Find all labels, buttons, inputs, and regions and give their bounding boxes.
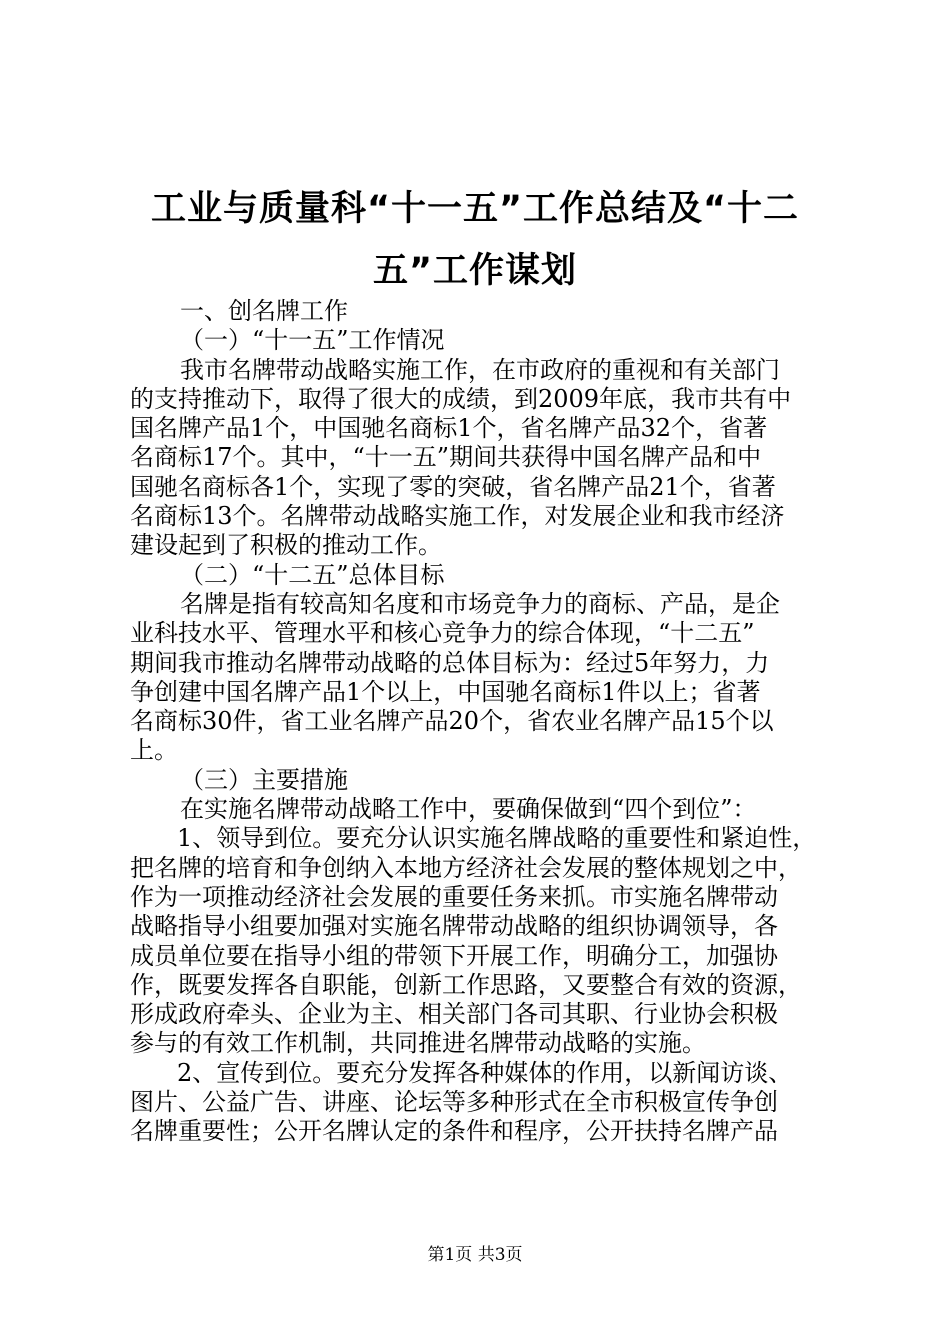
paragraph-line: 国驰名商标各1个，实现了零的突破，省名牌产品21个，省著 xyxy=(130,472,776,501)
paragraph-line: 名牌重要性；公开名牌认定的条件和程序，公开扶持名牌产品 xyxy=(130,1117,778,1146)
subsection-heading: （二）“十二五”总体目标 xyxy=(180,560,445,589)
subsection-heading: （一）“十一五”工作情况 xyxy=(180,326,445,355)
paragraph-line: 在实施名牌带动战略工作中，要确保做到“四个到位”： xyxy=(180,795,757,824)
paragraph-line: 争创建中国名牌产品1个以上，中国驰名商标1件以上；省著 xyxy=(130,677,761,706)
paragraph-line: 我市名牌带动战略实施工作，在市政府的重视和有关部门 xyxy=(180,355,780,384)
paragraph-line: 业科技水平、管理水平和核心竞争力的综合体现，“十二五” xyxy=(130,619,755,648)
paragraph-line: 把名牌的培育和争创纳入本地方经济社会发展的整体规划之中， xyxy=(130,853,802,882)
paragraph-line: 图片、公益广告、讲座、论坛等多种形式在全市积极宣传争创 xyxy=(130,1088,778,1117)
paragraph-line: 作为一项推动经济社会发展的重要任务来抓。市实施名牌带动 xyxy=(130,882,778,911)
subsection-heading: （三）主要措施 xyxy=(180,765,348,794)
paragraph-line: 名商标17个。其中，“十一五”期间共获得中国名牌产品和中 xyxy=(130,443,762,472)
document-title-line-1: 工业与质量科“十一五”工作总结及“十二 xyxy=(150,189,799,229)
paragraph-line: 名商标30件，省工业名牌产品20个，省农业名牌产品15个以 xyxy=(130,707,774,736)
paragraph-line: 1、领导到位。要充分认识实施名牌战略的重要性和紧迫性， xyxy=(177,824,817,853)
paragraph-line: 上。 xyxy=(130,736,178,765)
paragraph-line: 名牌是指有较高知名度和市场竞争力的商标、产品，是企 xyxy=(180,589,780,618)
paragraph-line: 战略指导小组要加强对实施名牌带动战略的组织协调领导，各 xyxy=(130,912,778,941)
document-title-line-2: 五”工作谋划 xyxy=(372,251,577,291)
section-heading: 一、创名牌工作 xyxy=(180,297,348,325)
paragraph-line: 国名牌产品1个，中国驰名商标1个，省名牌产品32个，省著 xyxy=(130,414,768,443)
paragraph-line: 2、宣传到位。要充分发挥各种媒体的作用，以新闻访谈、 xyxy=(177,1058,793,1087)
page-footer: 第1页 共3页 xyxy=(427,1245,523,1265)
paragraph-line: 期间我市推动名牌带动战略的总体目标为：经过5年努力，力 xyxy=(130,648,770,677)
paragraph-line: 的支持推动下，取得了很大的成绩，到2009年底，我市共有中 xyxy=(130,384,792,413)
paragraph-line: 成员单位要在指导小组的带领下开展工作，明确分工，加强协 xyxy=(130,941,778,970)
paragraph-line: 参与的有效工作机制，共同推进名牌带动战略的实施。 xyxy=(130,1029,706,1058)
paragraph-line: 建设起到了积极的推动工作。 xyxy=(130,531,442,560)
document-body xyxy=(130,297,840,1147)
paragraph-line: 名商标13个。名牌带动战略实施工作，对发展企业和我市经济 xyxy=(130,502,785,531)
paragraph-line: 作，既要发挥各自职能，创新工作思路，又要整合有效的资源， xyxy=(130,970,802,999)
paragraph-line: 形成政府牵头、企业为主、相关部门各司其职、行业协会积极 xyxy=(130,1000,778,1029)
